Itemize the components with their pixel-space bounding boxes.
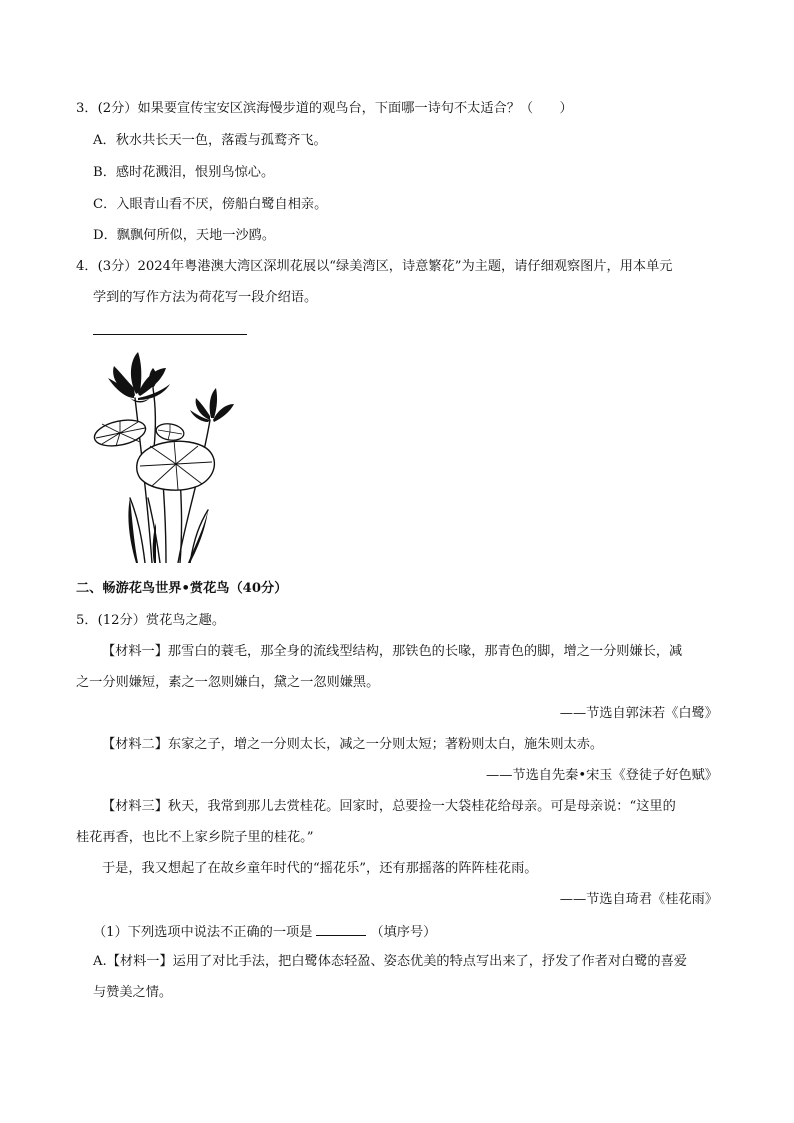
q3-option-b: B．感时花溅泪，恨别鸟惊心。	[93, 165, 275, 180]
material3-line1: 【材料三】秋天，我常到那儿去赏桂花。回家时，总要捡一大袋桂花给母亲。可是母亲说：“这里的	[102, 799, 676, 814]
q3-option-d: D．飘飘何所似，天地一沙鸥。	[93, 228, 276, 243]
material1-source: ——节选自郭沫若《白鹭》	[559, 706, 718, 721]
q3-stem: 3．(2分）如果要宣传宝安区滨海慢步道的观鸟台，下面哪一诗句不太适合？（ ）	[76, 101, 573, 116]
q5-sub1-blank[interactable]	[316, 922, 366, 936]
q5-sub1-prefix: （1）下列选项中说法不正确的一项是	[93, 925, 313, 940]
q5-option-a-line2: 与赞美之情。	[93, 985, 173, 1000]
q4-answer-line	[93, 334, 247, 335]
material3-source: ——节选自琦君《桂花雨》	[559, 892, 718, 907]
q5-sub1	[93, 922, 436, 942]
lotus-illustration	[90, 348, 240, 563]
material2-line1: 【材料二】东家之子，增之一分则太长，减之一分则太短；著粉则太白，施朱则太赤。	[102, 737, 604, 752]
material1-line2: 之一分则嫌短，素之一忽则嫌白，黛之一忽则嫌黑。	[76, 675, 380, 690]
q4-stem-line1: 4．(3分）2024年粤港澳大湾区深圳花展以“绿美湾区，诗意繁花”为主题，请仔细观察图片，用本单元	[76, 259, 673, 274]
q5-option-a-line1: A.【材料一】运用了对比手法，把白鹭体态轻盈、姿态优美的特点写出来了，抒发了作者对白鹭的喜爱	[93, 954, 687, 969]
q5-sub1-suffix: （填序号）	[370, 925, 437, 940]
q3-option-a: A．秋水共长天一色，落霞与孤鹜齐飞。	[93, 133, 327, 148]
q3-option-c: C．入眼青山看不厌，傍船白鹭自相亲。	[93, 197, 328, 212]
material2-source: ——节选自先秦•宋玉《登徒子好色赋》	[486, 768, 718, 783]
q4-stem-line2: 学到的写作方法为荷花写一段介绍语。	[93, 290, 318, 305]
material3-line3: 于是，我又想起了在故乡童年时代的“摇花乐”，还有那摇落的阵阵桂花雨。	[102, 861, 538, 876]
q5-stem: 5．(12分）赏花鸟之趣。	[76, 613, 226, 628]
section-heading: 二、畅游花鸟世界•赏花鸟（40分）	[76, 581, 288, 596]
material1-line1: 【材料一】那雪白的蓑毛，那全身的流线型结构，那铁色的长喙，那青色的脚，增之一分则嫌长，减	[102, 644, 683, 659]
material3-line2: 桂花再香，也比不上家乡院子里的桂花。”	[76, 830, 314, 845]
